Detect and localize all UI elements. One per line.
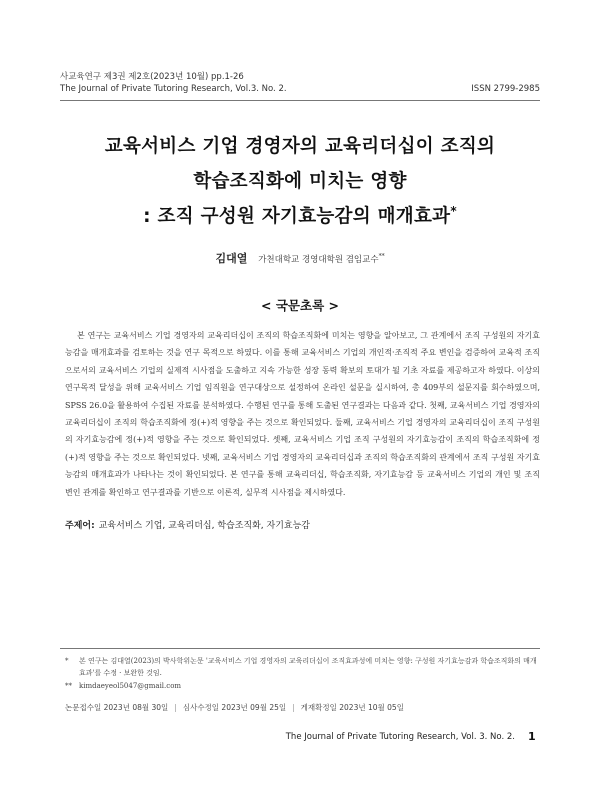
- footnote-divider: [60, 648, 540, 649]
- revised-date: 심사수정일 2023년 09월 25일: [182, 703, 287, 712]
- title-line-3: [60, 202, 540, 228]
- header-divider: [60, 100, 540, 101]
- keywords-text: 교육서비스 기업, 교육리더십, 학습조직화, 자기효능감: [98, 521, 310, 531]
- author-row: [60, 250, 540, 266]
- keywords: [65, 518, 310, 531]
- footnote-1: [65, 655, 540, 679]
- author-name: 김대열: [215, 252, 248, 265]
- footer-journal: The Journal of Private Tutoring Research, Vol. 3. No. 2.: [285, 732, 515, 742]
- submission-dates: 논문접수일 2023년 08월 30일 | 심사수정일 2023년 09월 25일 | 게재확정일 2023년 10월 05일: [65, 703, 404, 712]
- keywords-label: 주제어:: [65, 521, 95, 531]
- footnote-2: [65, 680, 540, 692]
- title-footnote-mark: *: [450, 203, 457, 218]
- abstract-text: 본 연구는 교육서비스 기업 경영자의 교육리더십이 조직의 학습조직화에 미치는 영향을 알아보고, 그 관계에서 조직 구성원의 자기효능감을 매개효과를 검토하는 것을 연구 목적으로 하였다. 이를 통해 교육서비스 기업의 개인적·조직적 주요 변인을 검증하여 교육적 조직으로서의 교육서비스 기업의 실제적 시사점을 도출하고 지속 가능한 성장 동력 확보의 토대가 될 기초 자료를 제공하고자 하였다. 이상의 연구목적 달성을 위해 교육서비스 기업 임직원을 연구대상으로 설정하여 온라인 설문을 실시하여, 총 409부의 설문지를 회수하였으며, SPSS 26.0을 활용하여 수집된 자료를 분석하였다. 수행된 연구를 통해 도출된 연구결과는 다음과 같다. 첫째, 교육서비스 기업 경영자의 교육리더십이 조직의 학습조직화에 정(+)적 영향을 주는 것으로 확인되었다. 둘째, 교육서비스 기업 경영자의 교육리더십이 조직 구성원의 자기효능감에 정(+)적 영향을 주는 것으로 확인되었다. 셋째, 교육서비스 기업 조직 구성원의 자기효능감이 조직의 학습조직화에 정(+)적 영향을 주는 것으로 확인되었다. 넷째, 교육서비스 기업 경영자의 교육리더십과 조직의 학습조직화의 관계에서 조직 구성원 자기효능감의 매개효과가 나타나는 것이 확인되었다. 본 연구를 통해 교육리더십, 학습조직화, 자기효능감 등 교육서비스 기업의 개인 및 조직 변인 관계를 확인하고 연구결과를 기반으로 이론적, 실무적 시사점을 제시하였다.: [65, 331, 540, 497]
- affiliation-footnote-mark: **: [378, 253, 385, 261]
- subtitle-text: : 조직 구성원 자기효능감의 매개효과: [143, 206, 451, 227]
- author-affiliation: 가천대학교 경영대학원 겸임교수**: [258, 253, 385, 265]
- footnote-1-mark: *: [65, 657, 69, 665]
- journal-citation-en: The Journal of Private Tutoring Research, Vol.3. No. 2.: [60, 84, 287, 94]
- author-email: kimdaeyeol5047@gmail.com: [79, 682, 182, 690]
- received-date: 논문접수일 2023년 08월 30일: [65, 703, 169, 712]
- issn: ISSN 2799-2985: [471, 84, 540, 94]
- page-number: 1: [528, 730, 536, 743]
- abstract-heading: < 국문초록 >: [261, 298, 339, 313]
- footnote-1-text: 본 연구는 김대열(2023)의 박사학위논문 '교육서비스 기업 경영자의 교육리더십이 조직효과성에 미치는 영향: 구성원 자기효능감과 학습조직화의 매개효과'를 수정 · 보완한 것임.: [79, 657, 537, 677]
- journal-citation-kr: 사교육연구 제3권 제2호(2023년 10월) pp.1-26: [60, 72, 244, 82]
- accepted-date: 게재확정일 2023년 10월 05일: [300, 703, 404, 712]
- title-line-1: 교육서비스 기업 경영자의 교육리더십이 조직의: [104, 136, 496, 157]
- footnote-2-mark: **: [65, 682, 72, 690]
- title-line-2: 학습조직화에 미치는 영향: [193, 171, 407, 192]
